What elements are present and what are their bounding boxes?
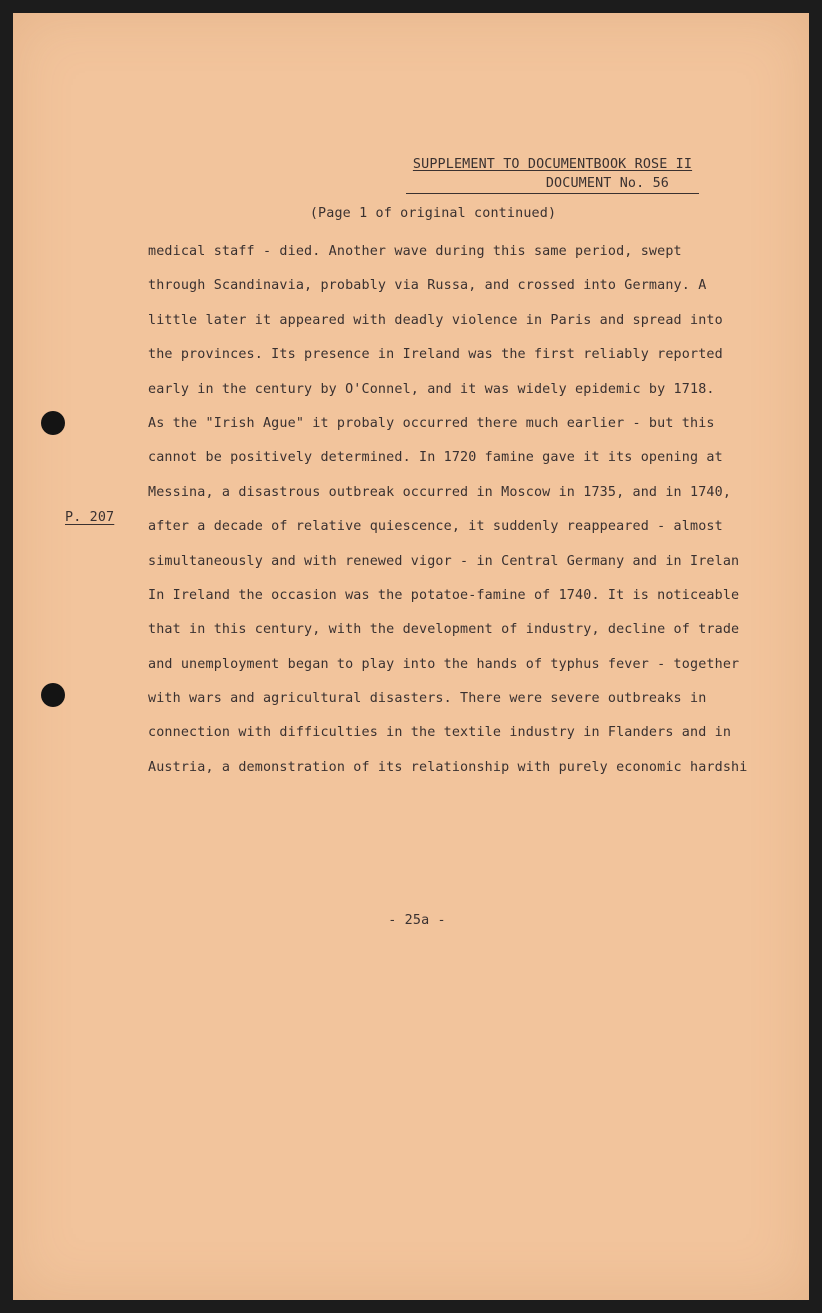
continuation-note: (Page 1 of original continued) — [309, 206, 557, 221]
text-line: early in the century by O'Connel, and it was widely epidemic by 1718. — [148, 381, 715, 397]
header-supplement-title: SUPPLEMENT TO DOCUMENTBOOK ROSE II — [412, 157, 693, 172]
text-line: with wars and agricultural disasters. There were severe outbreaks in — [148, 691, 707, 707]
page-number: - 25a - — [388, 913, 446, 928]
text-line: after a decade of relative quiescence, it suddenly reappeared - almost — [148, 519, 723, 535]
text-line: little later it appeared with deadly violence in Paris and spread into — [148, 312, 723, 328]
text-line: that in this century, with the development of industry, decline of trade — [148, 622, 740, 638]
text-line: medical staff - died. Another wave during this same period, swept — [148, 244, 682, 259]
text-line: through Scandinavia, probably via Russa, and crossed into Germany. A — [148, 278, 707, 294]
text-line: the provinces. Its presence in Ireland was the first reliably reported — [148, 347, 723, 363]
document-header — [406, 155, 699, 194]
punch-hole — [41, 411, 65, 435]
punch-hole — [41, 683, 65, 707]
text-line: cannot be positively determined. In 1720 famine gave it its opening at — [148, 450, 723, 466]
text-line: and unemployment began to play into the hands of typhus fever - together — [148, 656, 740, 672]
document-page — [13, 13, 809, 1300]
text-line: connection with difficulties in the textile industry in Flanders and in — [148, 725, 732, 741]
text-line: Messina, a disastrous outbreak occurred in Moscow in 1735, and in 1740, — [148, 484, 732, 500]
text-line: In Ireland the occasion was the potatoe-famine of 1740. It is noticeable — [148, 587, 740, 603]
margin-page-reference: P. 207 — [65, 510, 115, 525]
text-line: Austria, a demonstration of its relationship with purely economic hardshi — [148, 759, 748, 775]
text-line: As the "Irish Ague" it probaly occurred there much earlier - but this — [148, 415, 715, 431]
text-line: simultaneously and with renewed vigor - in Central Germany and in Irelan — [148, 553, 740, 569]
body-text — [148, 235, 760, 785]
header-document-number: DOCUMENT No. 56 — [406, 174, 699, 194]
